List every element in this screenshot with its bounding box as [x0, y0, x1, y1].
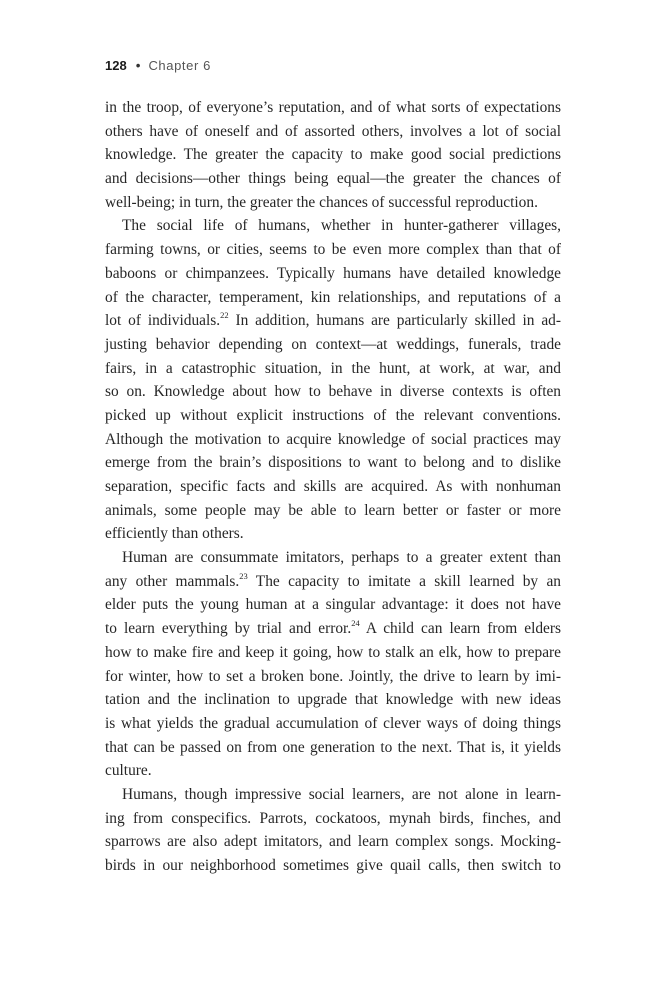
- text-line: so on. Knowledge about how to behave in diverse contexts is often: [105, 383, 561, 401]
- text-line: Humans, though impressive social learners, are not alone in learn-: [122, 785, 561, 803]
- text-line: tation and the inclination to upgrade that knowledge with new ideas: [105, 691, 561, 709]
- text-line: [105, 570, 561, 594]
- text-segment: to learn everything by trial and error.: [105, 620, 352, 638]
- text-line: Human are consummate imitators, perhaps to a greater extent than: [122, 549, 561, 567]
- body-text: [105, 96, 561, 878]
- text-line: [105, 617, 561, 641]
- text-line: knowledge. The greater the capacity to make good social predictions: [105, 146, 561, 164]
- running-head: [105, 57, 211, 75]
- text-line: culture.: [105, 762, 152, 780]
- text-line: picked up without explicit instructions of the relevant conventions.: [105, 406, 561, 424]
- text-line: efficiently than others.: [105, 525, 244, 543]
- header-separator: •: [135, 58, 141, 73]
- footnote-ref-22: 22: [220, 310, 229, 321]
- text-line: emerge from the brain’s dispositions to want to belong and to dislike: [105, 454, 561, 472]
- chapter-label: Chapter 6: [148, 58, 211, 73]
- text-line: [105, 309, 561, 333]
- footnote-ref-24: 24: [351, 618, 360, 629]
- text-line: The social life of humans, whether in hunter-gatherer villages,: [122, 217, 561, 235]
- text-line: farming towns, or cities, seems to be even more complex than that of: [105, 241, 561, 259]
- text-line: of the character, temperament, kin relationships, and reputations of a: [105, 288, 561, 306]
- text-segment: The capacity to imitate a skill learned by an: [247, 572, 561, 590]
- text-line: ing from conspecifics. Parrots, cockatoos, mynah birds, finches, and: [105, 809, 561, 827]
- text-line: how to make fire and keep it going, how to stalk an elk, how to prepare: [105, 643, 561, 661]
- page-number: 128: [105, 58, 127, 73]
- text-line: is what yields the gradual accumulation of clever ways of doing things: [105, 714, 561, 732]
- text-line: and decisions—other things being equal—the greater the chances of: [105, 170, 561, 188]
- text-line: for winter, how to set a broken bone. Jointly, the drive to learn by imi-: [105, 667, 561, 685]
- text-line: baboons or chimpanzees. Typically humans have detailed knowledge: [105, 264, 561, 282]
- text-line: others have of oneself and of assorted others, involves a lot of social: [105, 122, 561, 140]
- text-line: birds in our neighborhood sometimes give quail calls, then switch to: [105, 857, 561, 874]
- text-line: sparrows are also adept imitators, and learn complex songs. Mocking-: [105, 833, 561, 851]
- text-line: in the troop, of everyone’s reputation, and of what sorts of expectations: [105, 99, 561, 116]
- text-line: well-being; in turn, the greater the chances of successful reproduction.: [105, 193, 538, 211]
- footnote-ref-23: 23: [239, 570, 248, 581]
- text-segment: lot of individuals.: [105, 312, 221, 330]
- text-segment: any other mammals.: [105, 572, 240, 590]
- text-line: fairs, in a catastrophic situation, in the hunt, at work, at war, and: [105, 359, 561, 377]
- text-segment: A child can learn from elders: [359, 620, 561, 638]
- text-segment: In addition, humans are particularly skilled in ad-: [228, 312, 561, 330]
- text-line: that can be passed on from one generation to the next. That is, it yields: [105, 738, 561, 756]
- text-line: justing behavior depending on context—at weddings, funerals, trade: [105, 335, 561, 353]
- text-line: animals, some people may be able to learn better or faster or more: [105, 501, 561, 519]
- text-line: separation, specific facts and skills are acquired. As with nonhuman: [105, 478, 561, 495]
- text-line: elder puts the young human at a singular advantage: it does not have: [105, 596, 561, 614]
- text-line: Although the motivation to acquire knowledge of social practices may: [105, 430, 561, 448]
